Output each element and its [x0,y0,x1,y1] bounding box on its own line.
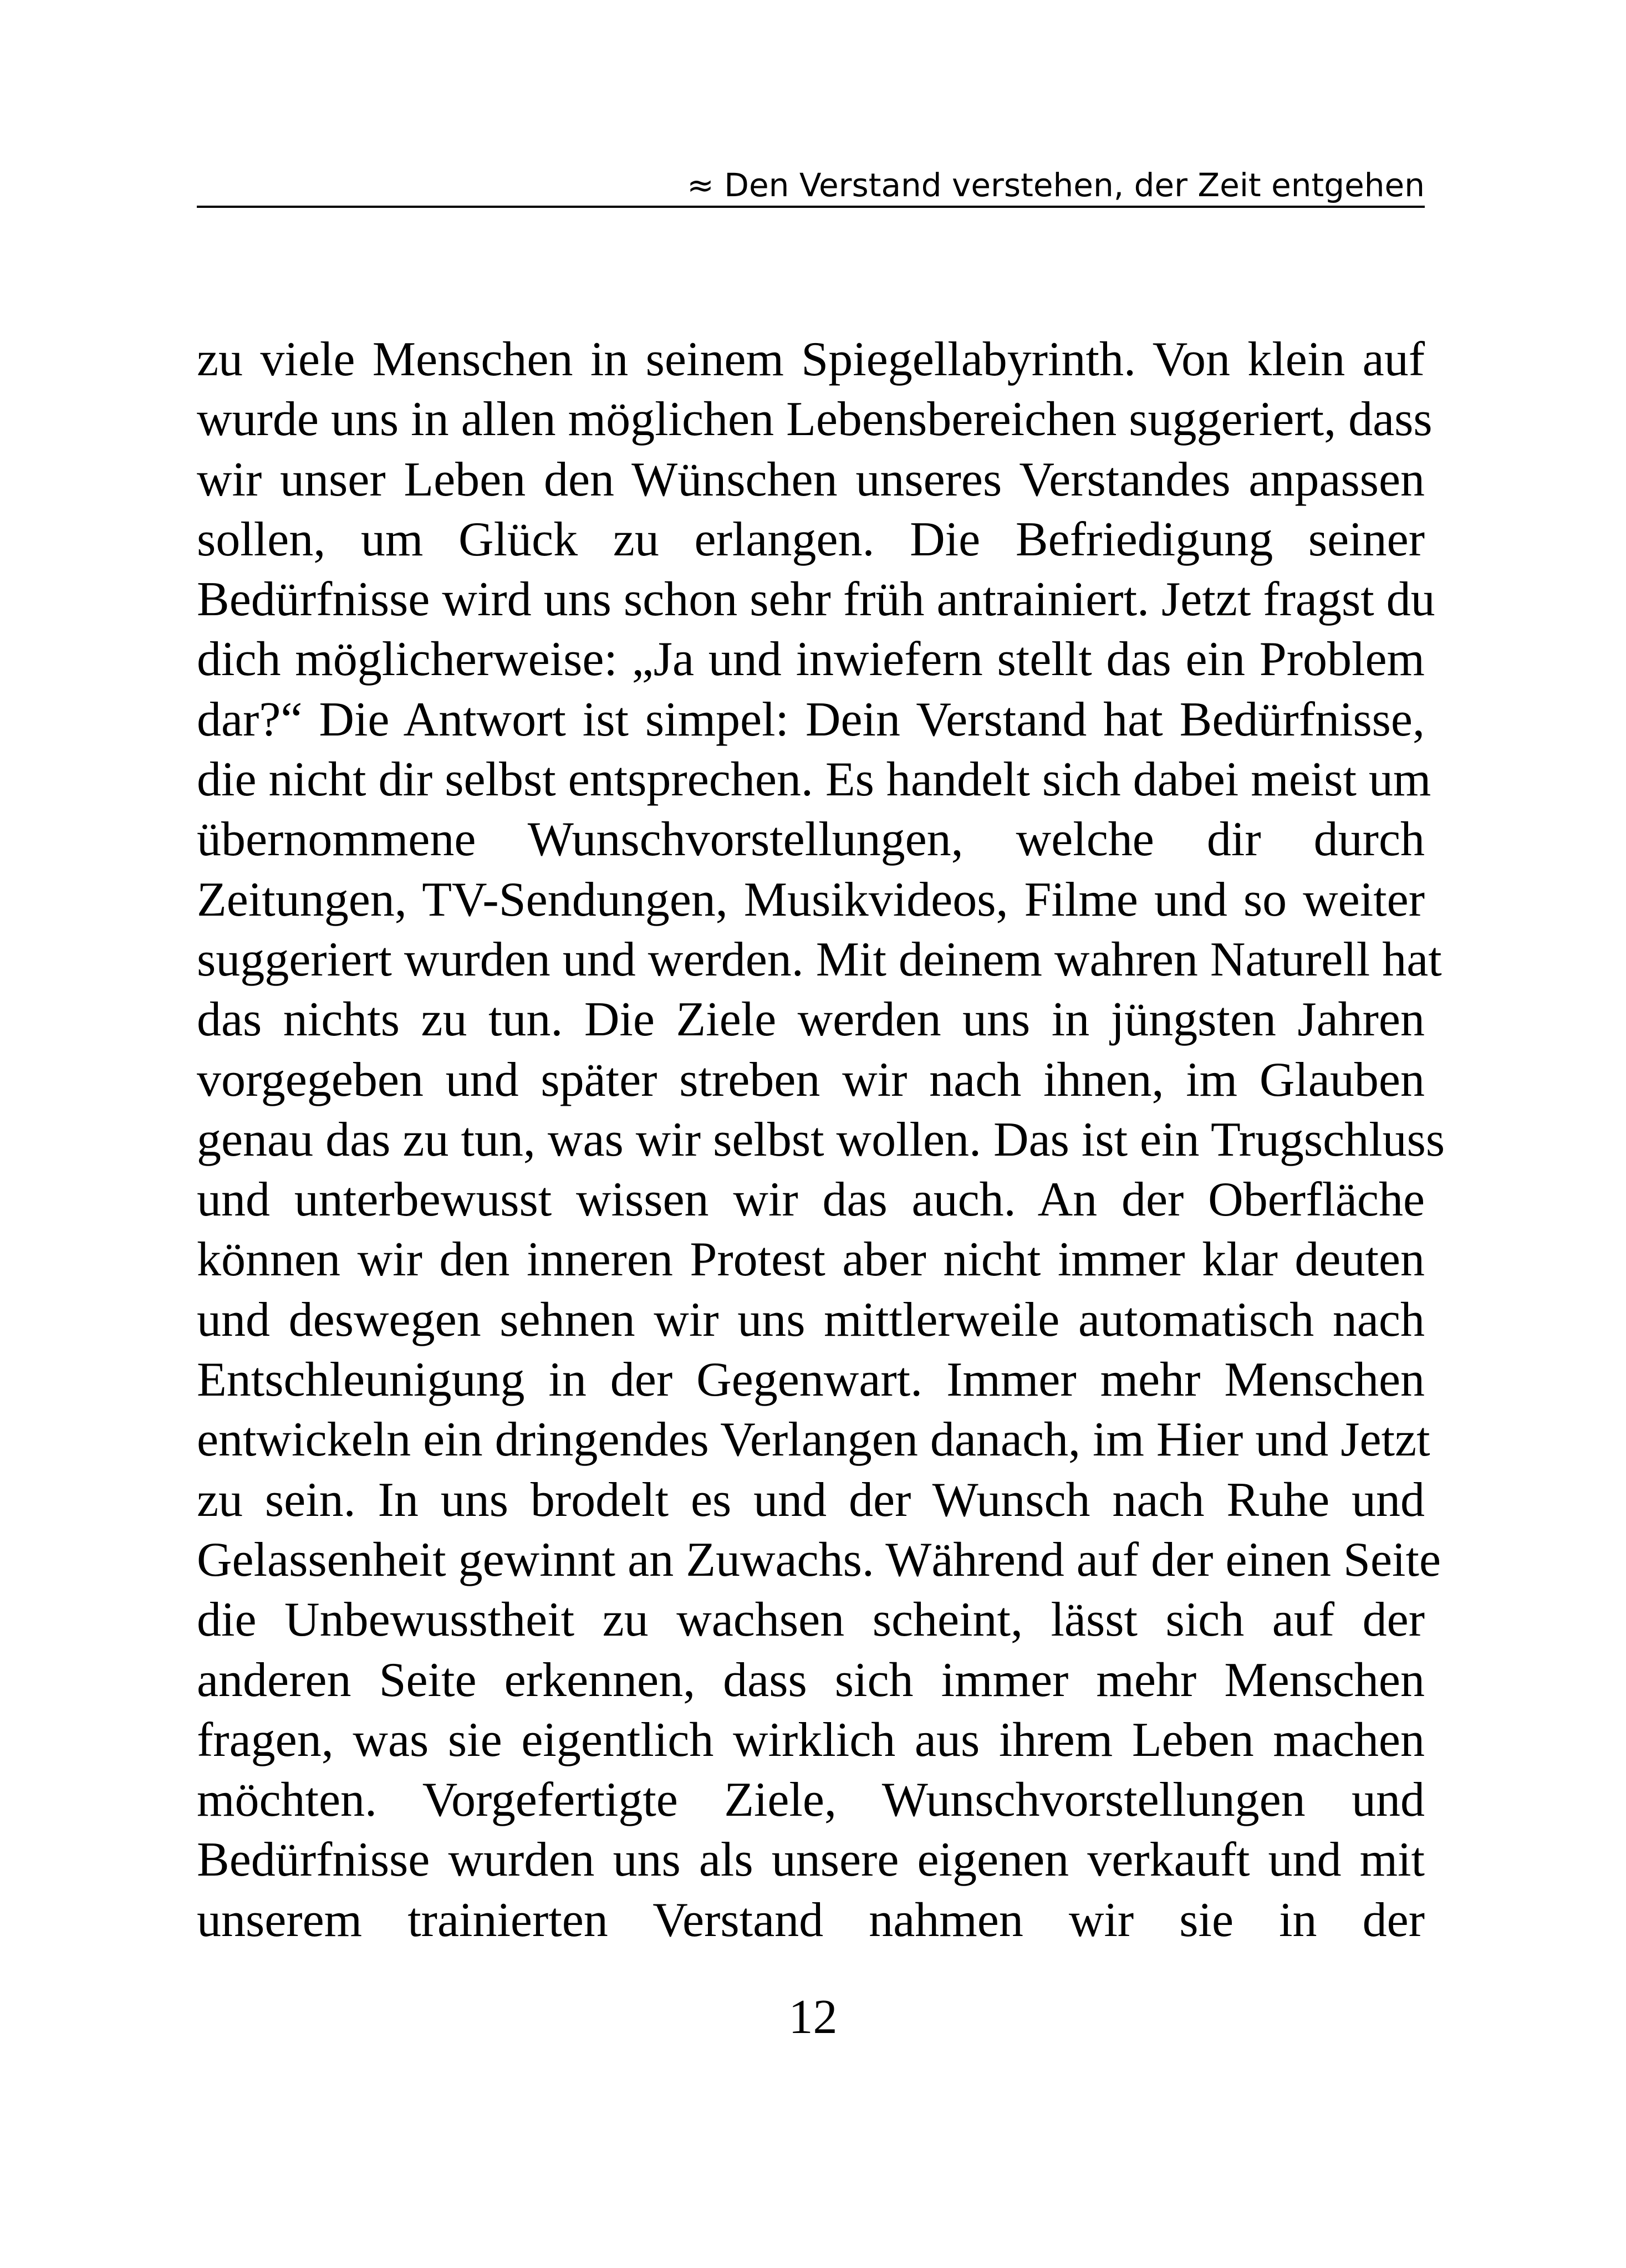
text-line: genau das zu tun, was wir selbst wollen. Das ist ein Trugschluss [197,1112,1445,1167]
running-header [197,164,1425,208]
text-line: Bedürfnisse wurden uns als unsere eigenen verkauft und mit [197,1833,1425,1887]
text-line: übernommene Wunschvorstellungen, welche dir durch [197,813,1425,867]
text-line: wir unser Leben den Wünschen unseres Verstandes anpassen [197,452,1425,507]
text-line: Entschleunigung in der Gegenwart. Immer mehr Menschen [197,1353,1425,1407]
text-line: zu viele Menschen in seinem Spiegellabyrinth. Von klein auf [197,333,1425,386]
text-line: entwickeln ein dringendes Verlangen danach, im Hier und Jetzt [197,1413,1430,1467]
text-line: die Unbewusstheit zu wachsen scheint, lässt sich auf der [197,1593,1425,1647]
text-line: wurde uns in allen möglichen Lebensbereichen suggeriert, dass [197,392,1433,447]
text-line: unserem trainierten Verstand nahmen wir sie in der [197,1893,1425,1947]
text-line: das nichts zu tun. Die Ziele werden uns in jüngsten Jahren [197,993,1425,1047]
text-line: Zeitungen, TV-Sendungen, Musikvideos, Filme und so weiter [197,872,1425,927]
text-line: zu sein. In uns brodelt es und der Wunsch nach Ruhe und [197,1473,1425,1527]
text-line: sollen, um Glück zu erlangen. Die Befriedigung seiner [197,512,1425,566]
text-line: Bedürfnisse wird uns schon sehr früh antrainiert. Jetzt fragst du [197,573,1435,627]
text-line: vorgegeben und später streben wir nach ihnen, im Glauben [197,1053,1425,1107]
page-number: 12 [788,1990,838,2044]
text-line: die nicht dir selbst entsprechen. Es handelt sich dabei meist um [197,753,1431,807]
text-line: und deswegen sehnen wir uns mittlerweile automatisch nach [197,1293,1425,1347]
text-line: können wir den inneren Protest aber nicht immer klar deuten [197,1233,1425,1287]
text-line: dar?“ Die Antwort ist simpel: Dein Verstand hat Bedürfnisse, [197,692,1425,747]
text-line: anderen Seite erkennen, dass sich immer mehr Menschen [197,1653,1425,1707]
running-header-title: ≈ Den Verstand verstehen, der Zeit entgehen [687,166,1425,204]
text-line: Gelassenheit gewinnt an Zuwachs. Während auf der einen Seite [197,1533,1441,1587]
text-line: suggeriert wurden und werden. Mit deinem wahren Naturell hat [197,932,1442,987]
text-line: dich möglicherweise: „Ja und inwiefern stellt das ein Problem [197,632,1425,687]
body-text [197,330,1445,1950]
text-line: fragen, was sie eigentlich wirklich aus ihrem Leben machen [197,1713,1425,1767]
text-line: möchten. Vorgefertigte Ziele, Wunschvorstellungen und [197,1773,1425,1827]
text-line: und unterbewusst wissen wir das auch. An der Oberfläche [197,1173,1425,1227]
